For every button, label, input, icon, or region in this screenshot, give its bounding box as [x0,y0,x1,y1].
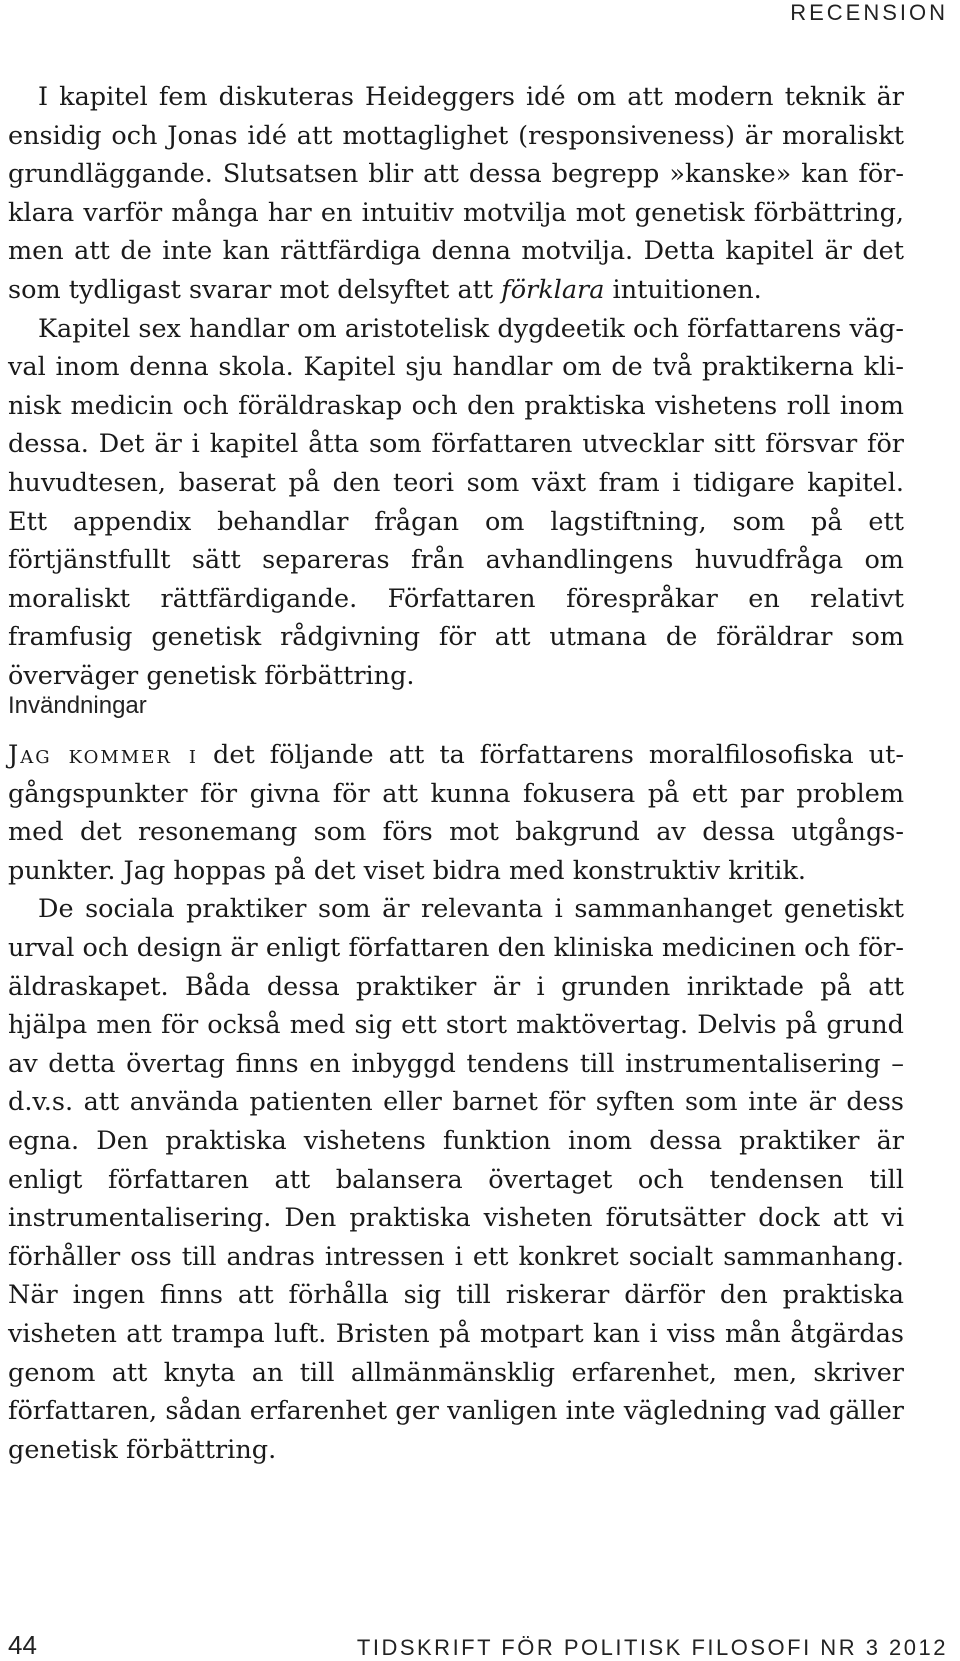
review-text-lower [8,736,904,1469]
paragraph-text: intuitionen. [604,274,762,305]
paragraph-text: I kapitel fem diskuteras Heideggers idé om att modern teknik är ensidig och Jonas idé att mottaglighet (responsiveness) är moraliskt grundläggande. Slutsatsen blir att dessa begrepp »kanske» kan förklara varför många har en intuitiv motvilja mot genetisk förbättring, men att de inte kan rättfärdiga denna motvilja. Detta kapitel är det som tydligast svarar mot delsyftet att [8,82,904,305]
paragraph-text: det följande att ta författarens moralfilosofiska utgångspunkter för givna för att kunna fokusera på ett par problem med det resonemang som förs mot bakgrund av dessa utgångspunkter. Jag hoppas på det viset bidra med konstruktiv kritik. [8,740,904,886]
paragraph-objections-intro [8,736,904,890]
page-number: 44 [8,1630,37,1660]
emphasis-text: förklara [501,274,605,305]
journal-title: TIDSKRIFT FÖR POLITISK FILOSOFI NR 3 2012 [356,1635,948,1660]
paragraph-chapter-five [8,78,904,310]
review-text-upper [8,78,904,696]
running-head: RECENSION [790,0,948,25]
paragraph-chapters-six-to-eight: Kapitel sex handlar om aristotelisk dygdeetik och författarens vägval inom denna skola. Kapitel sju handlar om de två praktikerna klinisk medicin och föräldraskap och den praktiska vishetens roll inom dessa. Det är i kapitel åtta som författaren utvecklar sitt försvar för huvudtesen, baserat på den teori som växt fram i tidigare kapitel. Ett appendix behandlar frågan om lagstiftning, som på ett förtjänstfullt sätt separeras från avhandlingens huvudfråga om moraliskt rättfärdigande. Författaren förespråkar en relativt framfusig genetisk rådgivning för att utmana de föräldrar som överväger genetisk förbättring. [8,313,904,691]
section-heading: Invändningar [8,692,147,719]
paragraph-social-practices: De sociala praktiker som är relevanta i sammanhanget genetiskt urval och design är enligt författaren den kliniska medicinen och föräldraskapet. Båda dessa praktiker är i grunden inriktade på att hjälpa men för också med sig ett stort maktövertag. Delvis på grund av detta övertag finns en inbyggd tendens till instrumentalisering – d.v.s. att använda patienten eller barnet för syften som inte är dess egna. Den praktiska vishetens funktion inom dessa praktiker är enligt författaren att balansera övertaget och tendensen till instrumentalisering. Den praktiska visheten förutsätter dock att vi förhåller oss till andras intressen i ett konkret socialt sammanhang. När ingen finns att förhålla sig till riskerar därför den praktiska visheten att trampa luft. Bristen på motpart kan i viss mån åtgärdas genom att knyta an till allmänmänsklig erfarenhet, men, skriver författaren, sådan erfarenhet ger vanligen inte vägledning vad gäller genetisk förbättring. [8,894,904,1465]
small-caps-lead: Jag kommer i [8,740,199,770]
